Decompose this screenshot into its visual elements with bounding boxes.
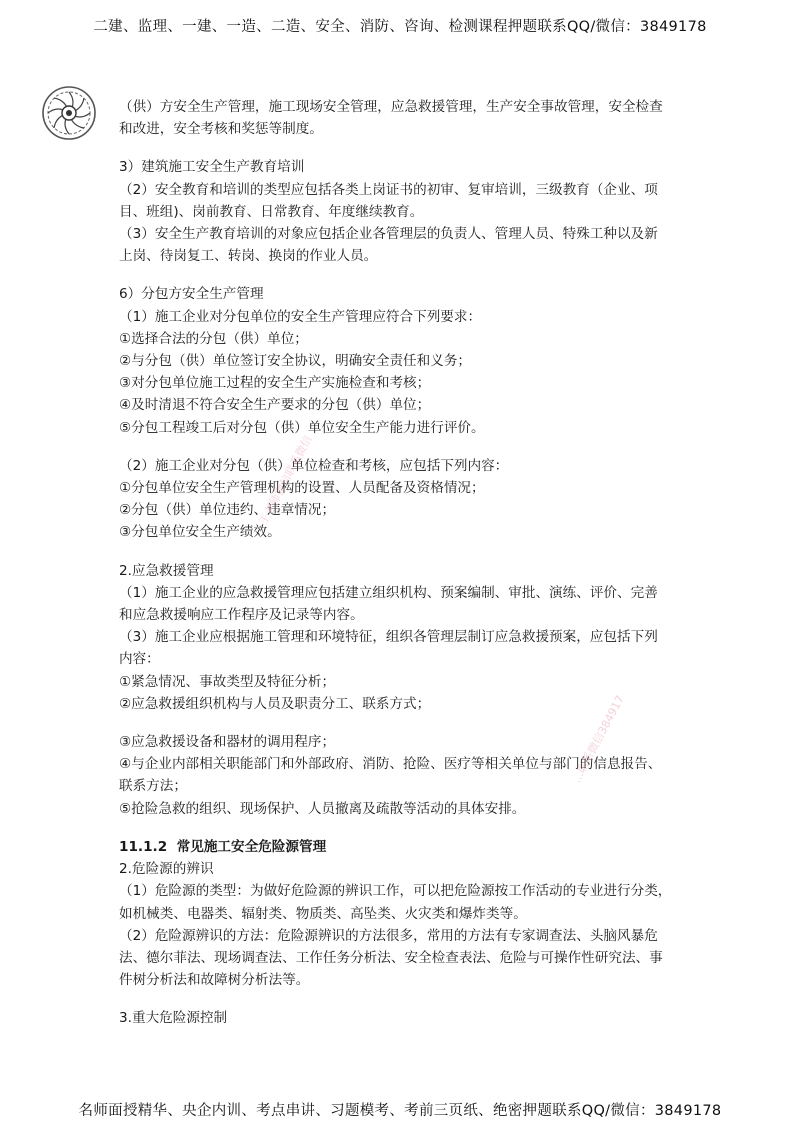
section-heading: 2.应急救援管理 xyxy=(119,562,214,579)
text-line: （供）方安全生产管理，施工现场安全管理，应急救援管理，生产安全事故管理，安全检查 xyxy=(119,99,663,115)
text-line: 件树分析法和故障树分析法等。 xyxy=(119,972,310,989)
text-line: 和应急救援响应工作程序及记录等内容。 xyxy=(119,607,364,624)
document-body xyxy=(119,96,679,1030)
text-line: （3）施工企业应根据施工管理和环境特征，组织各管理层制订应急救援预案，应包括下列 xyxy=(119,629,658,646)
text-line: 如机械类、电器类、辐射类、物质类、高坠类、火灾类和爆炸类等。 xyxy=(119,905,527,922)
watermark: …联系微信384917 xyxy=(569,693,627,786)
text-line: 和改进，安全考核和奖惩等制度。 xyxy=(119,121,323,138)
section-heading: 3）建筑施工安全生产教育培训 xyxy=(119,159,305,176)
text-line: （2）安全教育和培训的类型应包括各类上岗证书的初审、复审培训，三级教育（企业、项 xyxy=(119,181,658,198)
list-item: ①分包单位安全生产管理机构的设置、人员配备及资格情况； xyxy=(119,480,485,497)
text-line: （1）施工企业对分包单位的安全生产管理应符合下列要求： xyxy=(119,308,482,325)
text-line: （2）危险源辨识的方法：危险源辨识的方法很多，常用的方法有专家调查法、头脑风暴危 xyxy=(119,927,658,944)
seal-logo-icon xyxy=(42,86,96,140)
text-line: （3）安全生产教育培训的对象应包括企业各管理层的负责人、管理人员、特殊工种以及新 xyxy=(119,226,658,243)
section-heading: 6）分包方安全生产管理 xyxy=(119,286,264,303)
page-footer: 名师面授精华、央企内训、考点串讲、习题模考、考前三页纸、绝密押题联系QQ/微信：3849178 xyxy=(78,1103,722,1119)
list-item: ①紧急情况、事故类型及特征分析； xyxy=(119,673,336,690)
section-heading: 3.重大危险源控制 xyxy=(119,1010,228,1027)
text-line: 上岗、待岗复工、转岗、换岗的作业人员。 xyxy=(119,248,378,265)
text-line: （1）危险源的类型：为做好危险源的辨识工作，可以把危险源按工作活动的专业进行分类， xyxy=(119,883,672,900)
text-line: 联系方法； xyxy=(119,778,187,795)
list-item: ④与企业内部相关职能部门和外部政府、消防、抢险、医疗等相关单位与部门的信息报告、 xyxy=(119,756,662,773)
page-header: 二建、监理、一建、一造、二造、安全、消防、咨询、检测课程押题联系QQ/微信：3849178 xyxy=(93,19,707,35)
list-item: ③对分包单位施工过程的安全生产实施检查和考核； xyxy=(119,375,431,392)
list-item: ⑤抢险急救的组织、现场保护、人员撤离及疏散等活动的具体安排。 xyxy=(119,800,526,817)
section-title: 11.1.2 常见施工安全危险源管理 xyxy=(119,838,327,855)
text-line: （2）施工企业对分包（供）单位检查和考核，应包括下列内容： xyxy=(119,457,509,474)
text-line: 内容： xyxy=(119,651,160,668)
watermark: 王老师微信联系微信 xyxy=(256,433,315,528)
text-line: （1）施工企业的应急救援管理应包括建立组织机构、预案编制、审批、演练、评价、完善 xyxy=(119,584,658,601)
list-item: ③分包单位安全生产绩效。 xyxy=(119,524,281,541)
text-line: 目、班组)、岗前教育、日常教育、年度继续教育。 xyxy=(119,203,424,220)
list-item: ⑤分包工程竣工后对分包（供）单位安全生产能力进行评价。 xyxy=(119,419,485,436)
list-item: ③应急救援设备和器材的调用程序； xyxy=(119,734,336,751)
list-item: ①选择合法的分包（供）单位； xyxy=(119,330,308,347)
section-heading: 2.危险源的辨识 xyxy=(119,861,214,878)
list-item: ④及时清退不符合安全生产要求的分包（供）单位； xyxy=(119,397,431,414)
text-line: 法、德尔菲法、现场调查法、工作任务分析法、安全检查表法、危险与可操作性研究法、事 xyxy=(119,949,663,966)
list-item: ②分包（供）单位违约、违章情况； xyxy=(119,502,336,519)
list-item: ②与分包（供）单位签订安全协议，明确安全责任和义务； xyxy=(119,353,472,370)
list-item: ②应急救援组织机构与人员及职责分工、联系方式； xyxy=(119,695,431,712)
